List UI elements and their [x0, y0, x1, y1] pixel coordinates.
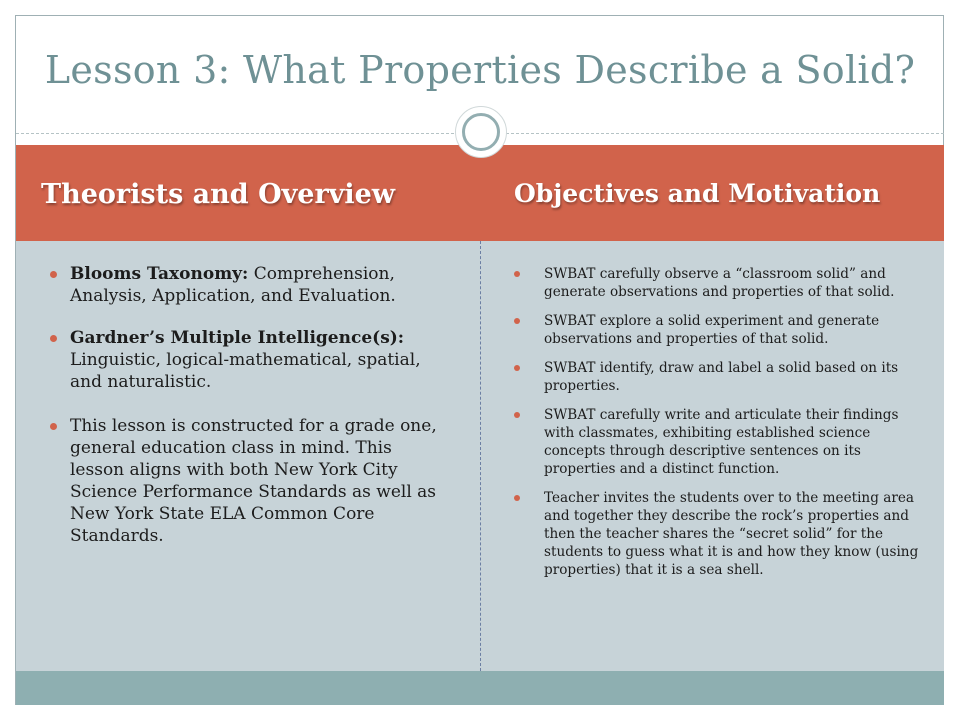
right-item-text: SWBAT carefully observe a “classroom solid” and generate observations and properties of that solid.: [544, 266, 895, 300]
right-item-text: Teacher invites the students over to the meeting area and together they describe the rock’s properties and then the teacher shares the “secret solid” for the students to guess what it is and how they know (using properties) that it is a sea shell.: [544, 490, 919, 578]
circle-ornament-inner: [462, 113, 500, 151]
bullet-icon: [514, 495, 520, 501]
left-list-item: [36, 263, 446, 307]
left-bullet-list: [36, 263, 446, 567]
right-item-text: SWBAT identify, draw and label a solid based on its properties.: [544, 360, 899, 394]
left-item-bold: Gardner’s Multiple Intelligence(s):: [70, 328, 405, 348]
left-column-header: Theorists and Overview: [41, 179, 396, 210]
right-list-item: [496, 406, 926, 478]
bullet-icon: [50, 423, 57, 430]
bullet-icon: [50, 271, 57, 278]
left-list-item: [36, 327, 446, 393]
left-item-bold: Blooms Taxonomy:: [70, 264, 249, 284]
right-bullet-list: [496, 265, 926, 590]
column-divider: [480, 241, 481, 671]
right-item-text: SWBAT explore a solid experiment and generate observations and properties of that solid.: [544, 313, 880, 347]
footer-band: [16, 671, 944, 705]
left-item-text: This lesson is constructed for a grade one, general education class in mind. This lesson aligns with both New York City Science Performance Standards as well as New York State ELA Common Core Standards.: [70, 416, 437, 546]
right-column-header: Objectives and Motivation: [514, 179, 881, 208]
left-item-text: Linguistic, logical-mathematical, spatial, and naturalistic.: [70, 350, 421, 392]
right-list-item: [496, 359, 926, 395]
bullet-icon: [50, 335, 57, 342]
bullet-icon: [514, 412, 520, 418]
right-item-text: SWBAT carefully write and articulate their findings with classmates, exhibiting established science concepts through descriptive sentences on its properties and a distinct function.: [544, 407, 899, 477]
bullet-icon: [514, 365, 520, 371]
slide-title: Lesson 3: What Properties Describe a Solid?: [44, 48, 916, 92]
header-band: [16, 145, 944, 241]
circle-ornament: [455, 106, 507, 158]
right-list-item: [496, 489, 926, 579]
left-item-text: Comprehension, Analysis, Application, and Evaluation.: [70, 264, 396, 306]
bullet-icon: [514, 271, 520, 277]
left-list-item: [36, 415, 446, 547]
right-list-item: [496, 312, 926, 348]
bullet-icon: [514, 318, 520, 324]
right-list-item: [496, 265, 926, 301]
